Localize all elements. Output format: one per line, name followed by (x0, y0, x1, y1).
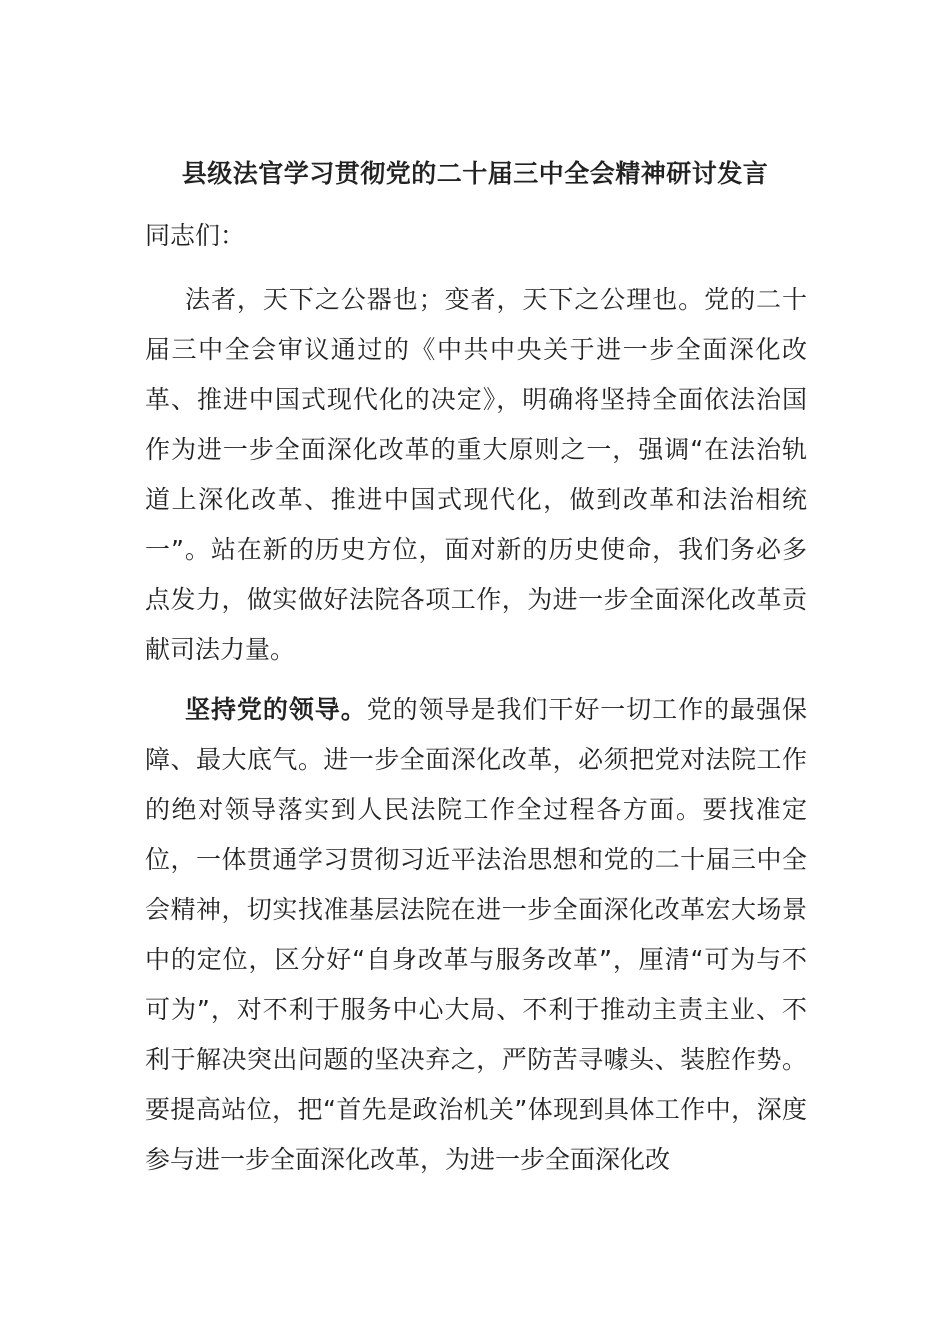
paragraph-party-leadership (145, 685, 807, 1185)
paragraph-party-leadership-text: 党的领导是我们干好一切工作的最强保障、最大底气。进一步全面深化改革，必须把党对法院工作的绝对领导落实到人民法院工作全过程各方面。要找准定位，一体贯通学习贯彻习近平法治思想和党的二十届三中全会精神，切实找准基层法院在进一步全面深化改革宏大场景中的定位，区分好“自身改革与服务改革”，厘清“可为与不可为”，对不利于服务中心大局、不利于推动主责主业、不利于解决突出问题的坚决弃之，严防苦寻噱头、装腔作势。要提高站位，把“首先是政治机关”体现到具体工作中，深度参与进一步全面深化改革，为进一步全面深化改 (145, 695, 807, 1174)
document-title: 县级法官学习贯彻党的二十届三中全会精神研讨发言 (181, 159, 769, 188)
salutation: 同志们： (145, 221, 246, 250)
paragraph-intro (145, 275, 807, 675)
paragraph-intro-text: 法者，天下之公器也；变者，天下之公理也。党的二十届三中全会审议通过的《中共中央关于进一步全面深化改革、推进中国式现代化的决定》，明确将坚持全面依法治国作为进一步全面深化改革的重大原则之一，强调“在法治轨道上深化改革、推进中国式现代化，做到改革和法治相统一”。站在新的历史方位，面对新的历史使命，我们务必多点发力，做实做好法院各项工作，为进一步全面深化改革贡献司法力量。 (145, 285, 807, 664)
paragraph-lead-heading: 坚持党的领导。 (185, 695, 367, 724)
